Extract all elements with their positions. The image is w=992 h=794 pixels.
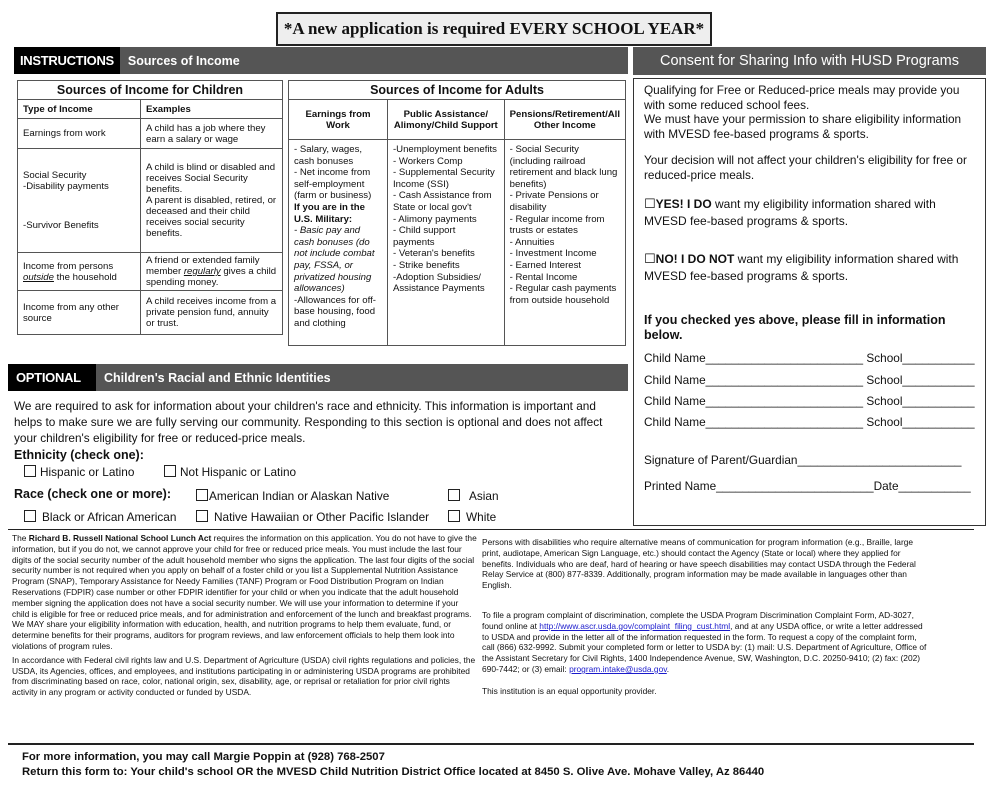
optional-title: Children's Racial and Ethnic Identities bbox=[104, 371, 331, 385]
checkbox[interactable] bbox=[24, 510, 36, 522]
ethnicity-not-hispanic[interactable]: Not Hispanic or Latino bbox=[164, 465, 296, 479]
adults-table-caption: Sources of Income for Adults bbox=[289, 81, 626, 100]
list-item: - Basic pay and cash bonuses (do not include combat pay, FSSA, or privatized housing allowances) bbox=[294, 225, 375, 295]
optional-intro: We are required to ask for information about your children's race and ethnicity. This information is important and helps to make sure we are fully serving our community. Responding to this section is optional and does not affect your children's eligibility for free or reduced-price meals. bbox=[14, 399, 603, 445]
divider bbox=[8, 529, 974, 530]
header-public-assistance: Public Assistance/ Alimony/Child Support bbox=[387, 100, 504, 140]
income-type-outside: Income from persons outside the household bbox=[18, 253, 141, 291]
list-item: -Allowances for off-base housing, food and clothing bbox=[294, 294, 376, 329]
disability-statement: Persons with disabilities who require alternative means of communication for program information (e.g., Braille, large print, audiotape, American Sign Language, etc.) should contact the Agency (State or local) where they applied for benefits. Individuals who are deaf, hard of hearing or have speech disabilities may contact USDA through the Federal Relay Service at (800) 877-8339. Additionally, program information may be made available in languages other than English. bbox=[482, 537, 916, 591]
legal-left bbox=[12, 533, 477, 739]
equal-opportunity-statement: This institution is an equal opportunity provider. bbox=[482, 685, 657, 696]
email-link[interactable]: program.intake@usda.gov bbox=[569, 663, 667, 674]
consent-header: Consent for Sharing Info with HUSD Programs bbox=[633, 47, 986, 75]
list-item: - Investment Income bbox=[509, 248, 597, 260]
header-type-of-income: Type of Income bbox=[18, 100, 141, 119]
income-type-social-security bbox=[18, 149, 141, 253]
consent-yes-option[interactable]: ☐YES! I DO want my eligibility information shared with MVESD fee-based programs & sports. bbox=[644, 196, 936, 228]
ss-disability: -Disability payments bbox=[23, 181, 109, 192]
list-item: - Annuities bbox=[509, 236, 555, 248]
consent-p1: Qualifying for Free or Reduced-price meals may provide you with some reduced school fees. bbox=[644, 83, 960, 112]
consent-p3: Your decision will not affect your children's eligibility for free or reduced-price meals. bbox=[644, 153, 967, 182]
signature-field[interactable]: Signature of Parent/Guardian_________________________ bbox=[644, 453, 962, 467]
header-earnings-work: Earnings from Work bbox=[289, 100, 388, 140]
child-name-field-1[interactable]: Child Name________________________ School___________ bbox=[644, 351, 975, 365]
income-type-earnings: Earnings from work bbox=[18, 119, 141, 149]
child-name-field-3[interactable]: Child Name________________________ School___________ bbox=[644, 394, 975, 408]
ss-example-2: A parent is disabled, retired, or deceased and their child receives social security benefits. bbox=[146, 195, 277, 239]
list-item: - Regular cash payments from outside household bbox=[509, 283, 617, 306]
optional-tag: OPTIONAL bbox=[8, 364, 96, 391]
adults-income-table bbox=[288, 80, 626, 346]
income-example-other: A child receives income from a private pension fund, annuity or trust. bbox=[141, 291, 283, 335]
race-asian[interactable]: Asian bbox=[448, 489, 499, 503]
nondiscrimination-statement: In accordance with Federal civil rights law and U.S. Department of Agriculture (USDA) civil rights regulations and policies, the USDA, its Agencies, offices, and employees, and institutions participating in or administering USDA programs are prohibited from discriminating based on race, color, national origin, sex, disability, age, or reprisal or retaliation for prior civil rights activity in any program or activity conducted or funded by USDA. bbox=[12, 654, 476, 698]
adult-col-assistance bbox=[387, 140, 504, 346]
banner: *A new application is required EVERY SCHOOL YEAR* bbox=[276, 12, 712, 46]
ethnicity-hispanic[interactable]: Hispanic or Latino bbox=[24, 465, 134, 479]
checkbox[interactable] bbox=[164, 465, 176, 477]
list-item: - Regular income from trusts or estates bbox=[509, 213, 605, 237]
footer-contact: For more information, you may call Margie Poppin at (928) 768-2507 bbox=[22, 751, 385, 763]
list-item: - Veteran's benefits bbox=[392, 248, 475, 260]
checkbox-yes[interactable]: ☐ bbox=[644, 196, 656, 211]
race-american-indian[interactable]: American Indian or Alaskan Native bbox=[196, 489, 389, 503]
consent-no-option[interactable]: ☐NO! I DO NOT want my eligibility information shared with MVESD fee-based programs & sports. bbox=[644, 251, 959, 283]
checkbox[interactable] bbox=[196, 510, 208, 522]
list-item: - Net income from self-employment (farm or business) bbox=[294, 167, 372, 202]
optional-bar bbox=[8, 364, 628, 391]
list-item: - Earned Interest bbox=[509, 259, 582, 271]
complaint-form-link[interactable]: http://www.ascr.usda.gov/complaint_filing_cust.html bbox=[539, 620, 731, 631]
instructions-tag: INSTRUCTIONS bbox=[14, 47, 120, 74]
legal-right bbox=[482, 537, 928, 697]
checkbox[interactable] bbox=[448, 510, 460, 522]
list-item: -Unemployment benefits bbox=[392, 144, 497, 155]
list-item: - Supplemental Security Income (SSI) bbox=[392, 167, 495, 190]
income-example-social-security bbox=[141, 149, 283, 253]
list-item: - Salary, wages, cash bonuses bbox=[294, 144, 363, 167]
instructions-bar bbox=[14, 47, 628, 74]
ss-example-1: A child is blind or disabled and receives Social Security benefits. bbox=[146, 162, 276, 195]
consent-p2: We must have your permission to share eligibility information with MVESD fee-based programs & sports. bbox=[644, 112, 962, 141]
income-example-earnings: A child has a job where they earn a salary or wage bbox=[141, 119, 283, 149]
header-examples: Examples bbox=[141, 100, 283, 119]
adult-col-pensions bbox=[504, 140, 625, 346]
privacy-statement: The Richard B. Russell National School Lunch Act requires the information on this application. You do not have to give the information, but if you do not, we cannot approve your child for free or reduced price meals. You must include the last four digits of the social security number of the adult household member who signs the application. The last four digits of the social security number is not required when you apply on behalf of a foster child or you list a Supplemental Nutrition Assistance Program (SNAP), Temporary Assistance for Needy Families (TANF) Program or Food Distribution Program on Indian Reservations (FDPIR) case number or other FDPIR identifier for your child or when you indicate that the adult household member signing the application does not have a social security number. We will use your information to determine if your child is eligible for free or reduced price meals, and for administration and enforcement of the lunch and breakfast programs. We MAY share your eligibility information with education, health, and nutrition programs to help them evaluate, fund, or determine benefits for their programs, auditors for program reviews, and law enforcement officials to help them look into violations of program rules. bbox=[12, 533, 477, 651]
printed-name-date-field[interactable]: Printed Name________________________Date___________ bbox=[644, 479, 971, 493]
race-black[interactable]: Black or African American bbox=[24, 510, 176, 524]
list-item: -Adoption Subsidies/ Assistance Payments bbox=[392, 271, 485, 295]
ethnicity-label: Ethnicity (check one): bbox=[14, 448, 144, 462]
instructions-title: Sources of Income bbox=[127, 54, 240, 68]
footer-divider bbox=[8, 743, 974, 745]
list-item: - Strike benefits bbox=[392, 259, 460, 271]
children-table-caption: Sources of Income for Children bbox=[18, 81, 283, 100]
checkbox[interactable] bbox=[196, 489, 208, 501]
consent-fill-instructions: If you checked yes above, please fill in information below. bbox=[644, 313, 946, 342]
child-name-field-4[interactable]: Child Name________________________ School___________ bbox=[644, 415, 975, 429]
list-item: - Social Security (including railroad retirement and black lung benefits) bbox=[509, 144, 618, 190]
consent-panel bbox=[633, 78, 986, 526]
list-item: - Alimony payments bbox=[392, 213, 477, 225]
checkbox[interactable] bbox=[448, 489, 460, 501]
list-item: - Child support payments bbox=[392, 225, 456, 248]
race-white[interactable]: White bbox=[448, 510, 496, 524]
child-name-field-2[interactable]: Child Name________________________ School___________ bbox=[644, 373, 975, 387]
race-native-hawaiian[interactable]: Native Hawaiian or Other Pacific Islander bbox=[196, 510, 429, 524]
list-item: - Workers Comp bbox=[392, 155, 463, 167]
children-income-table bbox=[17, 80, 283, 335]
checkbox[interactable] bbox=[24, 465, 36, 477]
race-label: Race (check one or more): bbox=[14, 487, 171, 501]
income-type-other: Income from any other source bbox=[18, 291, 141, 335]
checkbox-no[interactable]: ☐ bbox=[644, 251, 656, 266]
ss-line: Social Security bbox=[23, 170, 87, 181]
income-example-outside: A friend or extended family member regularly gives a child spending money. bbox=[141, 253, 283, 291]
complaint-statement: To file a program complaint of discrimination, complete the USDA Program Discrimination Complaint Form, AD-3027, found online at http://www.ascr.usda.gov/complaint_filing_cust.html, and at any USDA office, or write a letter addressed to USDA and provide in the letter all of the information requested in the form. To request a copy of the complaint form, call (866) 632-9992. Submit your completed form or letter to USDA by: (1) mail: U.S. Department of Agriculture, Office of the Assistant Secretary for Civil Rights, 1400 Independence Avenue, SW, Washington, D.C. 20250-9410; (2) fax: (202) 690-7442; or (3) email: program.intake@usda.gov. bbox=[482, 609, 927, 674]
footer-return: Return this form to: Your child's school OR the MVESD Child Nutrition District Office located at 8450 S. Olive Ave. Mohave Valley, Az 86440 bbox=[22, 766, 765, 778]
adult-col-earnings bbox=[289, 140, 388, 346]
list-item: - Rental Income bbox=[509, 271, 578, 283]
list-item: - Private Pensions or disability bbox=[509, 190, 599, 213]
ss-survivor: -Survivor Benefits bbox=[23, 220, 99, 231]
list-item: - Cash Assistance from State or local gov't bbox=[392, 190, 492, 213]
military-label: If you are in the U.S. Military: bbox=[294, 201, 365, 225]
header-pensions: Pensions/Retirement/All Other Income bbox=[504, 100, 625, 140]
